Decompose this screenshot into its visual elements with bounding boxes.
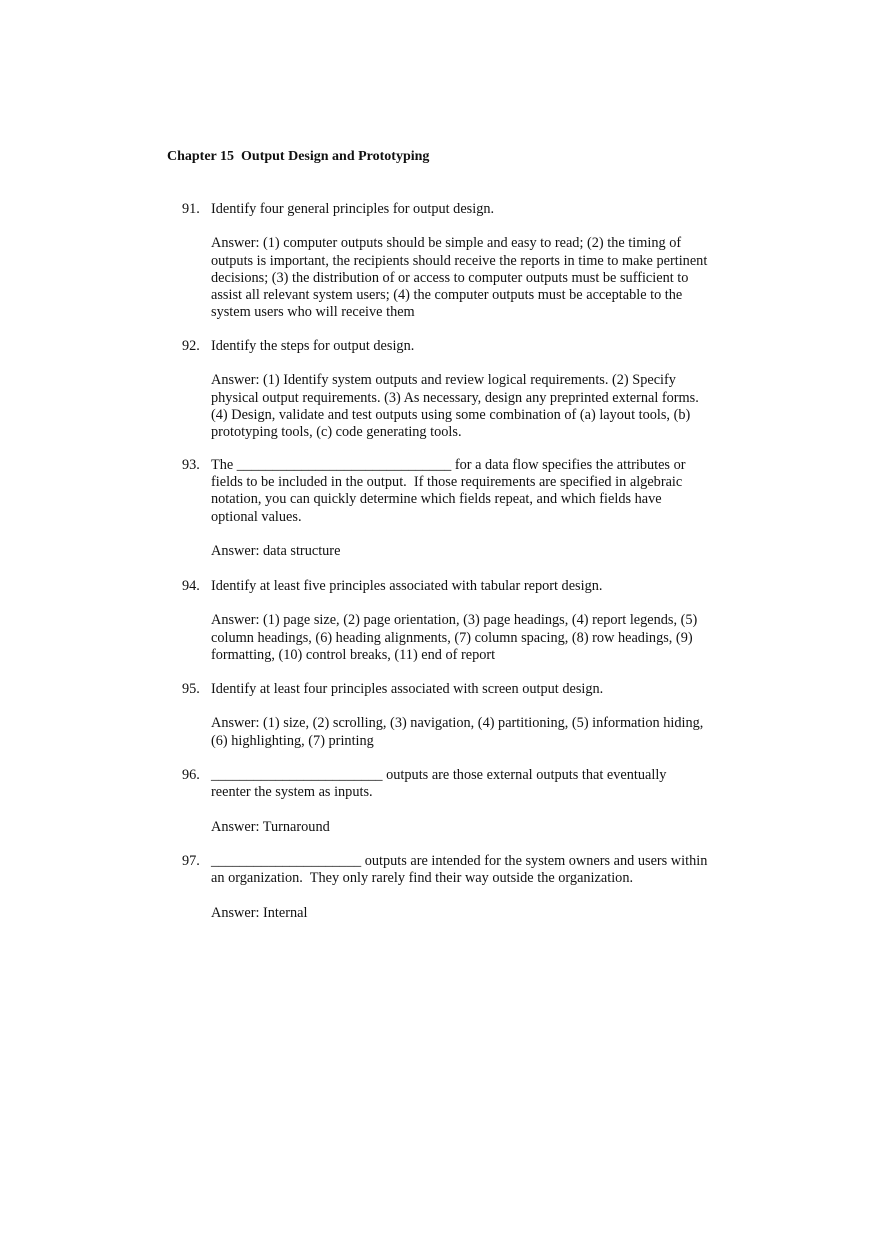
- question-text-line: The ______________________________ for a data flow specifies the attributes or: [211, 457, 686, 473]
- question-number: 97.: [182, 853, 200, 869]
- question-text-line: Identify at least four principles associated with screen output design.: [211, 681, 604, 697]
- answer-text-line: assist all relevant system users; (4) the computer outputs must be acceptable to the: [211, 287, 683, 304]
- answer-text-line: Answer: (1) computer outputs should be simple and easy to read; (2) the timing of: [211, 235, 682, 252]
- question-number: 95.: [182, 681, 200, 697]
- answer-text-line: Answer: data structure: [211, 543, 341, 560]
- answer-text-line: Answer: (1) page size, (2) page orientation, (3) page headings, (4) report legends, (5): [211, 612, 698, 629]
- question-number: 92.: [182, 338, 200, 354]
- answer-text-line: prototyping tools, (c) code generating tools.: [211, 424, 462, 441]
- answer-text-line: Answer: Turnaround: [211, 818, 330, 835]
- question-text-line: _____________________ outputs are intended for the system owners and users within: [211, 853, 708, 869]
- chapter-title: Chapter 15 Output Design and Prototyping: [167, 149, 430, 164]
- answer-text-line: physical output requirements. (3) As necessary, design any preprinted external forms.: [211, 389, 699, 406]
- question-text-line: ________________________ outputs are those external outputs that eventually: [211, 767, 667, 783]
- answer-text-line: Answer: (1) size, (2) scrolling, (3) navigation, (4) partitioning, (5) information hiding,: [211, 715, 704, 732]
- question-number: 96.: [182, 767, 200, 783]
- question-text-line: notation, you can quickly determine which fields repeat, and which fields have: [211, 491, 662, 508]
- answer-text-line: decisions; (3) the distribution of or access to computer outputs must be sufficient to: [211, 269, 689, 286]
- question-number: 91.: [182, 201, 200, 217]
- answer-text-line: (6) highlighting, (7) printing: [211, 732, 374, 749]
- question-text-line: optional values.: [211, 508, 302, 525]
- question-text-line: Identify the steps for output design.: [211, 338, 415, 354]
- question-number: 93.: [182, 457, 200, 473]
- answer-text-line: (4) Design, validate and test outputs using some combination of (a) layout tools, (b): [211, 406, 691, 423]
- answer-text-line: formatting, (10) control breaks, (11) end of report: [211, 646, 496, 663]
- answer-text-line: system users who will receive them: [211, 304, 415, 321]
- answer-text-line: Answer: Internal: [211, 904, 308, 921]
- question-text-line: fields to be included in the output. If those requirements are specified in algebraic: [211, 474, 683, 491]
- question-text-line: Identify at least five principles associated with tabular report design.: [211, 578, 603, 594]
- answer-text-line: outputs is important, the recipients should receive the reports in time to make pertinent: [211, 252, 708, 269]
- answer-text-line: column headings, (6) heading alignments, (7) column spacing, (8) row headings, (9): [211, 629, 693, 646]
- question-text-line: reenter the system as inputs.: [211, 784, 373, 801]
- question-text-line: an organization. They only rarely find their way outside the organization.: [211, 870, 634, 887]
- question-number: 94.: [182, 578, 200, 594]
- question-text-line: Identify four general principles for output design.: [211, 201, 495, 217]
- answer-text-line: Answer: (1) Identify system outputs and review logical requirements. (2) Specify: [211, 372, 676, 389]
